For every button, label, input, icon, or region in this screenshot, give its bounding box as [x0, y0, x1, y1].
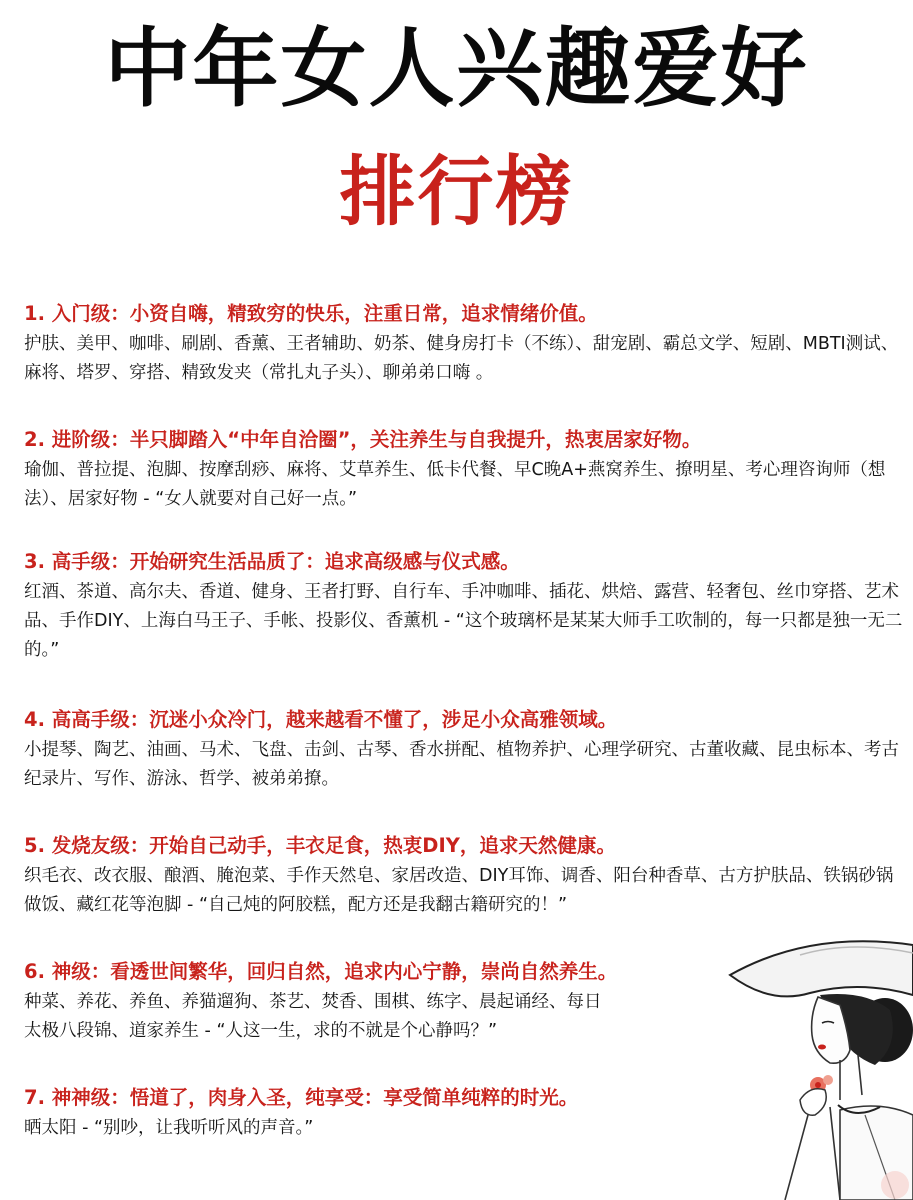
- section-body: 织毛衣、改衣服、酿酒、腌泡菜、手作天然皂、家居改造、DIY耳饰、调香、阳台种香草、古方护肤品、铁锅砂锅做饭、藏红花等泡脚 - “自己炖的阿胶糕，配方还是我翻古籍研究的！”: [24, 866, 894, 915]
- section-body: 红酒、茶道、高尔夫、香道、健身、王者打野、自行车、手冲咖啡、插花、烘焙、露营、轻奢包、丝巾穿搭、艺术品、手作DIY、上海白马王子、手帐、投影仪、香薰机 - “这个玻璃杯是某某大师手工吹制的，每一只都是独一无二的。”: [24, 582, 903, 660]
- page-subtitle: 排行榜: [339, 147, 574, 236]
- section-heading: 5. 发烧友级：开始自己动手，丰衣足食，热衷DIY，追求天然健康。: [24, 834, 616, 857]
- section-body: 瑜伽、普拉提、泡脚、按摩刮痧、麻将、艾草养生、低卡代餐、早C晚A+燕窝养生、撩明星、考心理咨询师（想法）、居家好物 - “女人就要对自己好一点。”: [24, 460, 886, 509]
- section-heading: 1. 入门级：小资自嗨，精致穷的快乐，注重日常，追求情绪价值。: [24, 302, 598, 325]
- section-body: 晒太阳 - “别吵，让我听听风的声音。”: [24, 1118, 314, 1138]
- section-heading: 3. 高手级：开始研究生活品质了：追求高级感与仪式感。: [24, 550, 520, 573]
- page-title: 中年女人兴趣爱好: [104, 19, 809, 119]
- woman-with-hat-illustration-icon: [690, 935, 913, 1200]
- section-4: [24, 706, 904, 794]
- section-body: 小提琴、陶艺、油画、马术、飞盘、击剑、古琴、香水拼配、植物养护、心理学研究、古董收藏、昆虫标本、考古纪录片、写作、游泳、哲学、被弟弟撩。: [24, 740, 899, 789]
- section-heading: 2. 进阶级：半只脚踏入“中年自洽圈”，关注养生与自我提升，热衷居家好物。: [24, 428, 702, 451]
- section-body: 护肤、美甲、咖啡、刷剧、香薰、王者辅助、奶茶、健身房打卡（不练）、甜宠剧、霸总文学、短剧、MBTI测试、麻将、塔罗、穿搭、精致发夹（常扎丸子头）、聊弟弟口嗨 。: [24, 334, 899, 383]
- section-heading: 7. 神神级：悟道了，肉身入圣，纯享受：享受简单纯粹的时光。: [24, 1086, 579, 1109]
- section-2: [24, 426, 904, 514]
- section-heading: 4. 高高手级：沉迷小众冷门，越来越看不懂了，涉足小众高雅领域。: [24, 708, 618, 731]
- section-body: 种菜、养花、养鱼、养猫遛狗、茶艺、焚香、围棋、练字、晨起诵经、每日 太极八段锦、道家养生 - “人这一生，求的不就是个心静吗？”: [24, 992, 602, 1041]
- section-heading: 6. 神级：看透世间繁华，回归自然，追求内心宁静，崇尚自然养生。: [24, 960, 618, 983]
- section-3: [24, 548, 904, 665]
- section-1: [24, 300, 904, 388]
- section-5: [24, 832, 904, 920]
